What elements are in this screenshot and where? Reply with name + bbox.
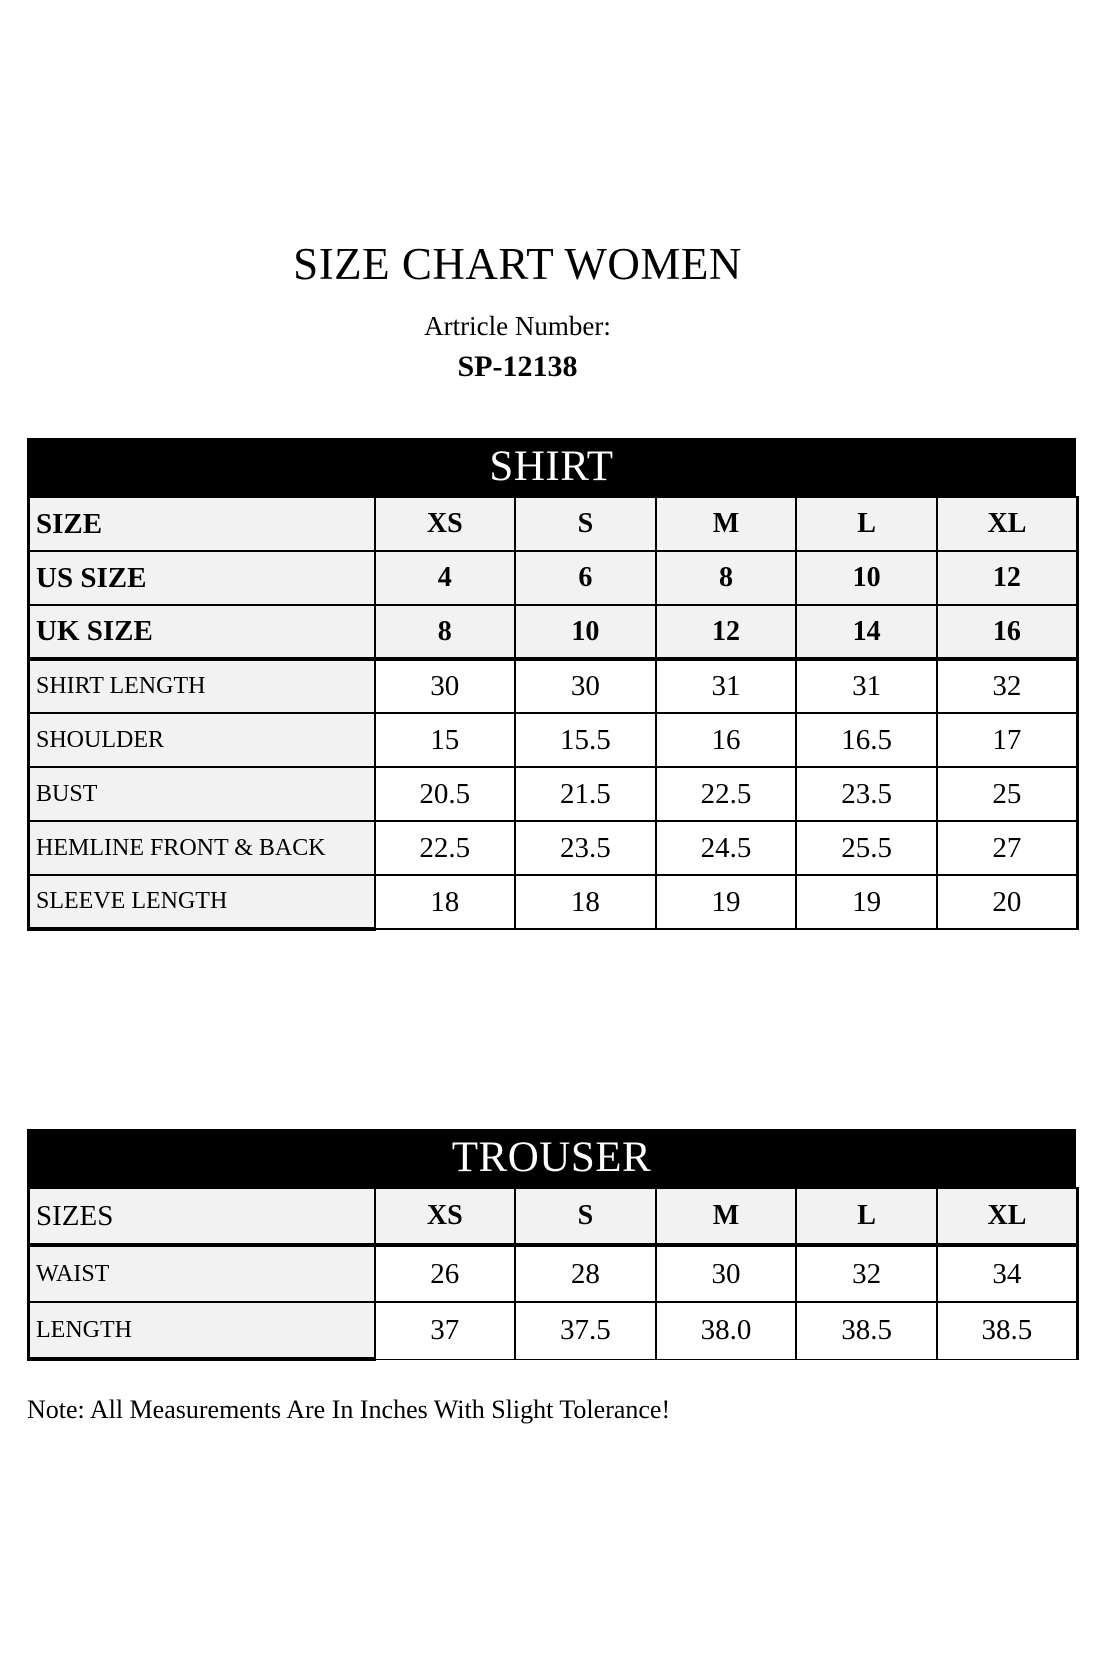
measurement-cell: 21.5 <box>515 767 656 821</box>
table-row <box>29 1188 1078 1245</box>
measurement-cell: 23.5 <box>515 821 656 875</box>
row-label: SIZES <box>29 1188 375 1245</box>
table-row <box>29 1302 1078 1359</box>
size-cell: XL <box>937 1188 1078 1245</box>
measurement-cell: 16 <box>656 713 797 767</box>
measurement-cell: 19 <box>796 875 937 929</box>
measurement-cell: 38.5 <box>796 1302 937 1359</box>
row-label: SIZE <box>29 497 375 551</box>
row-label: WAIST <box>29 1245 375 1302</box>
measurement-cell: 30 <box>375 659 516 713</box>
measurement-cell: 20 <box>937 875 1078 929</box>
measurement-cell: 31 <box>656 659 797 713</box>
measurement-cell: 34 <box>937 1245 1078 1302</box>
size-cell: 12 <box>656 605 797 659</box>
measurement-cell: 38.0 <box>656 1302 797 1359</box>
size-cell: S <box>515 1188 656 1245</box>
measurement-cell: 25 <box>937 767 1078 821</box>
row-label: SHIRT LENGTH <box>29 659 375 713</box>
measurement-cell: 38.5 <box>937 1302 1078 1359</box>
size-cell: M <box>656 497 797 551</box>
measurement-cell: 27 <box>937 821 1078 875</box>
measurement-cell: 37.5 <box>515 1302 656 1359</box>
measurement-cell: 30 <box>515 659 656 713</box>
measurement-cell: 30 <box>656 1245 797 1302</box>
measurement-cell: 22.5 <box>656 767 797 821</box>
size-cell: 8 <box>375 605 516 659</box>
measurement-cell: 25.5 <box>796 821 937 875</box>
measurement-cell: 32 <box>937 659 1078 713</box>
table-row <box>29 713 1078 767</box>
trouser-size-table <box>27 1187 1079 1361</box>
measurement-cell: 37 <box>375 1302 516 1359</box>
measurement-cell: 26 <box>375 1245 516 1302</box>
size-cell: 8 <box>656 551 797 605</box>
table-row <box>29 605 1078 659</box>
row-label: SLEEVE LENGTH <box>29 875 375 929</box>
page-title: SIZE CHART WOMEN <box>293 239 742 289</box>
article-number-value: SP-12138 <box>457 350 578 383</box>
measurement-cell: 23.5 <box>796 767 937 821</box>
shirt-table-banner: SHIRT <box>27 438 1076 496</box>
measurement-cell: 18 <box>515 875 656 929</box>
measurement-cell: 18 <box>375 875 516 929</box>
size-cell: XS <box>375 497 516 551</box>
measurements-note: Note: All Measurements Are In Inches With Slight Tolerance! <box>27 1395 671 1424</box>
size-cell: M <box>656 1188 797 1245</box>
measurement-cell: 20.5 <box>375 767 516 821</box>
document-header <box>0 0 1035 382</box>
size-cell: 16 <box>937 605 1078 659</box>
measurement-cell: 15 <box>375 713 516 767</box>
row-label: HEMLINE FRONT & BACK <box>29 821 375 875</box>
measurement-cell: 22.5 <box>375 821 516 875</box>
size-cell: XS <box>375 1188 516 1245</box>
row-label: BUST <box>29 767 375 821</box>
table-row <box>29 551 1078 605</box>
size-cell: L <box>796 1188 937 1245</box>
table-row <box>29 497 1078 551</box>
row-label: LENGTH <box>29 1302 375 1359</box>
size-cell: L <box>796 497 937 551</box>
measurement-cell: 17 <box>937 713 1078 767</box>
table-row <box>29 1245 1078 1302</box>
row-label: US SIZE <box>29 551 375 605</box>
size-cell: XL <box>937 497 1078 551</box>
measurement-cell: 19 <box>656 875 797 929</box>
trouser-table-banner: TROUSER <box>27 1129 1076 1187</box>
table-row <box>29 767 1078 821</box>
measurement-cell: 32 <box>796 1245 937 1302</box>
measurement-cell: 28 <box>515 1245 656 1302</box>
measurement-cell: 31 <box>796 659 937 713</box>
size-cell: S <box>515 497 656 551</box>
size-cell: 4 <box>375 551 516 605</box>
size-cell: 12 <box>937 551 1078 605</box>
measurement-cell: 16.5 <box>796 713 937 767</box>
measurement-cell: 15.5 <box>515 713 656 767</box>
table-row <box>29 659 1078 713</box>
article-number-label: Artricle Number: <box>424 311 611 341</box>
shirt-size-table <box>27 496 1079 931</box>
size-cell: 10 <box>796 551 937 605</box>
size-cell: 10 <box>515 605 656 659</box>
row-label: UK SIZE <box>29 605 375 659</box>
table-row <box>29 821 1078 875</box>
size-cell: 14 <box>796 605 937 659</box>
row-label: SHOULDER <box>29 713 375 767</box>
table-row <box>29 875 1078 929</box>
measurement-cell: 24.5 <box>656 821 797 875</box>
size-cell: 6 <box>515 551 656 605</box>
